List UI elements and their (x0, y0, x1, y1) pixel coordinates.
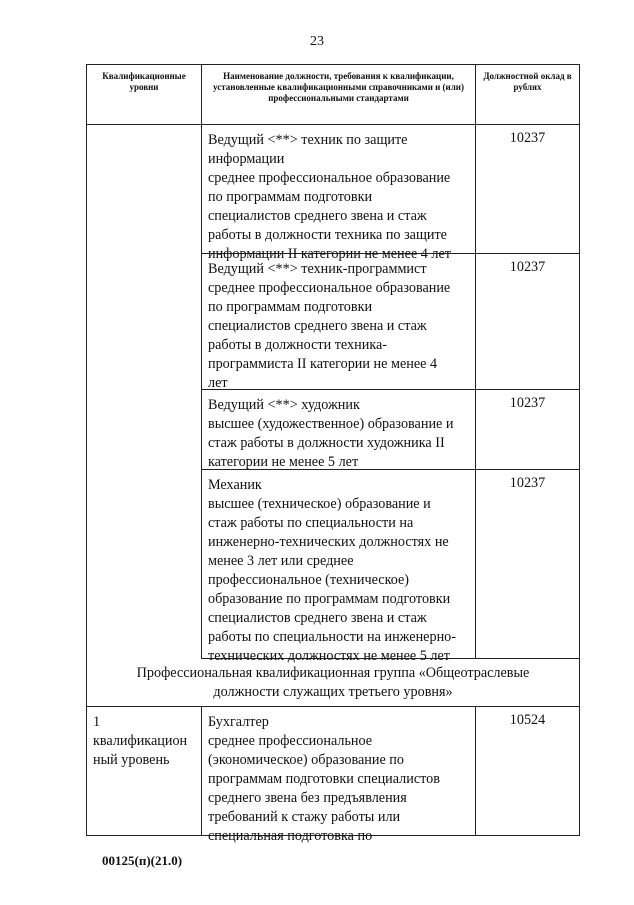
position-line: профессиональное (техническое) (208, 572, 410, 588)
header-position-requirements: Наименование должности, требования к квалификации, установленные квалификационными справочниками и (или) профессиональными стандартами (202, 65, 476, 124)
table-header-row (86, 64, 580, 125)
position-line: высшее (техническое) образование и (208, 496, 431, 512)
position-line: требований к стажу работы или (208, 809, 401, 825)
position-line: образование по программам подготовки (208, 591, 451, 607)
position-line: программам подготовки специалистов (208, 771, 440, 787)
position-cell (202, 254, 476, 389)
position-line: Бухгалтер (208, 714, 269, 730)
position-line: категории не менее 5 лет (208, 454, 359, 470)
position-cell (202, 125, 476, 262)
qualification-level-cell (87, 707, 202, 835)
position-line: специальная подготовка по (208, 828, 373, 844)
position-line: информации II категории не менее 4 лет (208, 246, 452, 262)
position-line: среднее профессиональное (208, 733, 373, 749)
position-line: (экономическое) образование по (208, 752, 404, 768)
table-row (202, 125, 579, 262)
qualification-table (86, 64, 580, 844)
position-line: Ведущий <**> техник-программист (208, 261, 427, 277)
position-line: специалистов среднего звена и стаж (208, 610, 427, 626)
position-line: работы в должности техника по защите (208, 227, 447, 243)
salary-cell: 10237 (509, 395, 546, 411)
document-code: 00125(п)(21.0) (102, 853, 183, 868)
level-line: 1 (93, 714, 101, 730)
group-title-line: должности служащих третьего уровня» (213, 684, 453, 700)
position-line: специалистов среднего звена и стаж (208, 318, 427, 334)
position-line: Ведущий <**> художник (208, 397, 360, 413)
position-line: по программам подготовки (208, 189, 373, 205)
position-line: среднее профессиональное образование (208, 280, 451, 296)
group-title-line: Профессиональная квалификационная группа «Общеотраслевые (136, 665, 530, 681)
position-cell (202, 707, 476, 844)
table-row (202, 390, 579, 470)
level-line: квалификацион (93, 733, 188, 749)
position-line: Механик (208, 477, 262, 493)
position-line: программиста II категории не менее 4 (208, 356, 438, 372)
header-salary: Должностной оклад в рублях (483, 71, 572, 92)
position-line: информации (208, 151, 285, 167)
position-line: по программам подготовки (208, 299, 373, 315)
salary-cell: 10237 (509, 475, 546, 491)
position-line: высшее (художественное) образование и (208, 416, 454, 432)
position-cell (202, 470, 476, 664)
table-row (202, 254, 579, 390)
empty-level-cell (87, 125, 202, 659)
position-line: инженерно-технических должностях не (208, 534, 449, 550)
page-number: 23 (310, 34, 324, 49)
position-line: стаж работы в должности художника II (208, 435, 445, 451)
position-line: работы в должности техника- (208, 337, 388, 353)
positions-rows (202, 125, 579, 664)
position-line: работы по специальности на инженерно- (208, 629, 456, 645)
position-line: среднего звена без предъявления (208, 790, 407, 806)
salary-cell: 10524 (509, 712, 546, 728)
level-line: ный уровень (93, 752, 170, 768)
position-line: среднее профессиональное образование (208, 170, 451, 186)
position-line: технических должностях не менее 5 лет (208, 648, 450, 664)
position-line: специалистов среднего звена и стаж (208, 208, 427, 224)
position-line: менее 3 лет или среднее (208, 553, 354, 569)
position-line: стаж работы по специальности на (208, 515, 414, 531)
position-cell (202, 390, 476, 469)
position-line: Ведущий <**> техник по защите (208, 132, 408, 148)
qualification-group-title (86, 659, 580, 707)
header-qualification-levels: Квалификационные уровни (87, 65, 202, 124)
position-line: лет (208, 375, 228, 391)
salary-cell: 10237 (509, 259, 546, 275)
table-row (86, 707, 580, 844)
salary-cell: 10237 (509, 130, 546, 146)
table-row (202, 470, 579, 664)
positions-group (86, 125, 580, 664)
